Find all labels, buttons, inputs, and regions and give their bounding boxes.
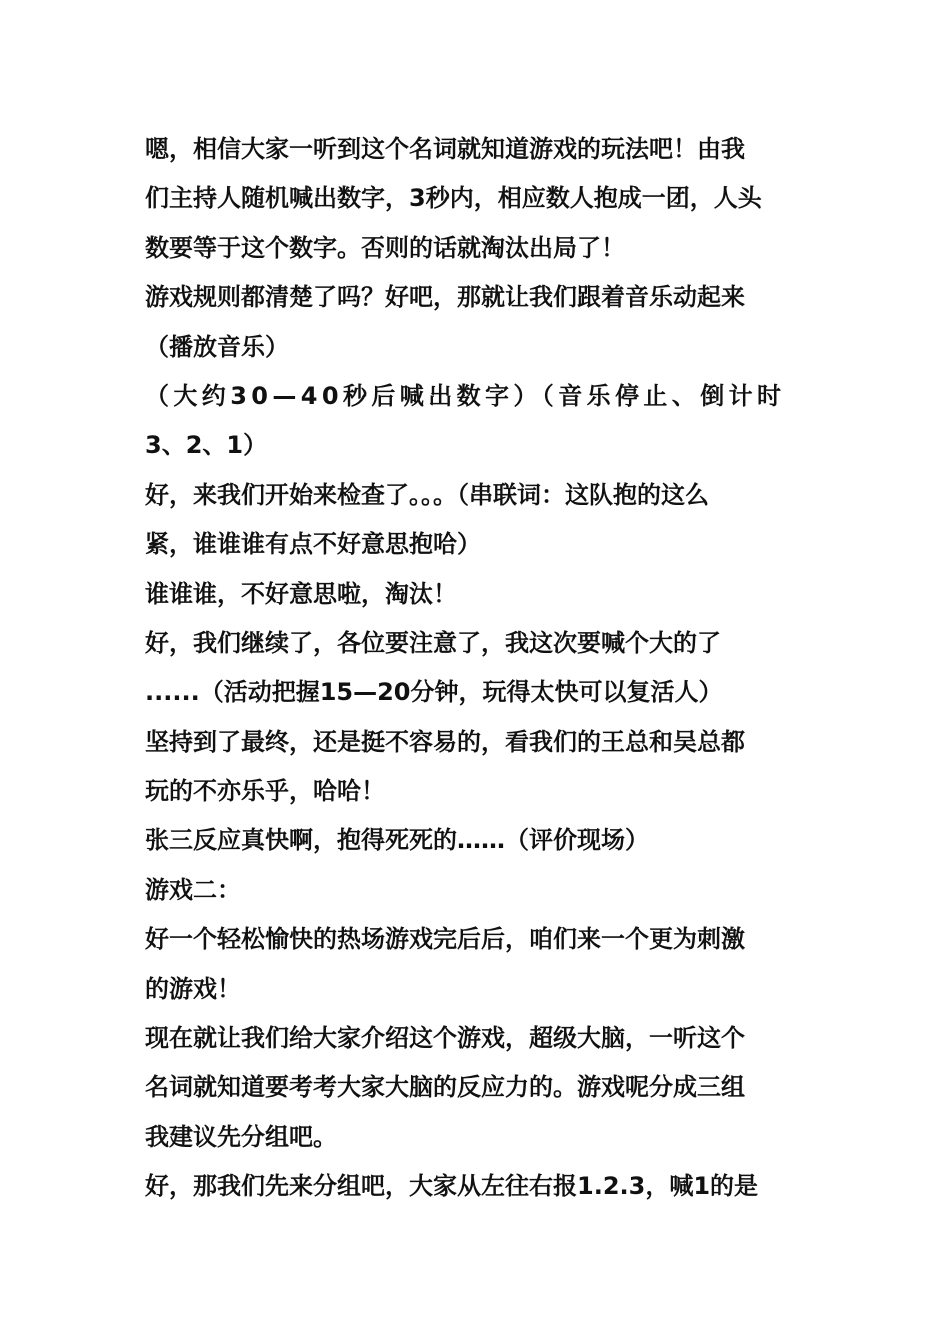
text-line: 嗯，相信大家一听到这个名词就知道游戏的玩法吧！由我 [145, 135, 745, 163]
text-line: 紧，谁谁谁有点不好意思抱哈） [145, 530, 481, 559]
text-line: 谁谁谁，不好意思啦，淘汰！ [145, 579, 457, 608]
text-line: 坚持到了最终，还是挺不容易的，看我们的王总和吴总都 [145, 727, 745, 756]
text-line: 游戏二： [145, 875, 241, 904]
text-line: 好，来我们开始来检查了。。。（串联词：这队抱的这么 [145, 480, 709, 509]
text-line: 好一个轻松愉快的热场游戏完后后，咱们来一个更为刺激 [145, 925, 745, 954]
text-line: 玩的不亦乐乎，哈哈！ [145, 777, 385, 806]
text-line: 的游戏！ [145, 974, 241, 1003]
text-line: 我建议先分组吧。 [145, 1122, 337, 1151]
text-line: 好，我们继续了，各位要注意了，我这次要喊个大的了 [145, 628, 721, 657]
text-line: 们主持人随机喊出数字，3秒内，相应数人抱成一团，人头 [145, 184, 762, 213]
document-body [145, 125, 807, 1212]
text-line: ......（活动把握15—20分钟，玩得太快可以复活人） [145, 678, 723, 707]
text-line: 张三反应真快啊，抱得死死的……（评价现场） [145, 826, 649, 855]
text-line: 好，那我们先来分组吧，大家从左往右报1.2.3，喊1的是 [145, 1172, 759, 1201]
text-line: （播放音乐） [145, 332, 289, 361]
text-line: 数要等于这个数字。否则的话就淘汰出局了！ [145, 233, 625, 262]
text-line: 游戏规则都清楚了吗？好吧，那就让我们跟着音乐动起来 [145, 283, 745, 312]
text-line: （大约30—40秒后喊出数字）（音乐停止、倒计时 [145, 381, 786, 410]
text-line: 现在就让我们给大家介绍这个游戏，超级大脑，一听这个 [145, 1024, 745, 1053]
text-line: 3、2、1） [145, 431, 268, 460]
text-line: 名词就知道要考考大家大脑的反应力的。游戏呢分成三组 [145, 1073, 745, 1102]
